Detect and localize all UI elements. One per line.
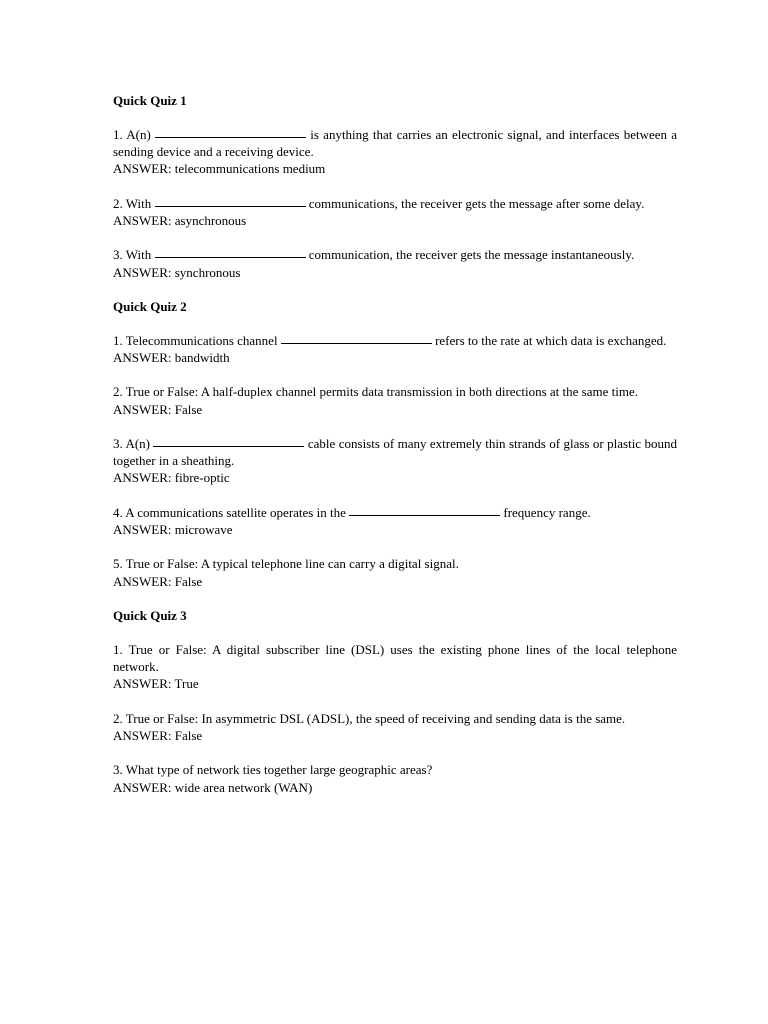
answer-blank — [155, 136, 306, 138]
quiz-item — [113, 195, 677, 230]
answer-text: ANSWER: wide area network (WAN) — [113, 779, 313, 795]
question-pre: 4. A communications satellite operates in the — [113, 504, 346, 520]
quiz-item — [113, 504, 677, 539]
answer-text: ANSWER: False — [113, 727, 203, 743]
answer-text: ANSWER: fibre-optic — [113, 470, 230, 486]
question-text — [113, 504, 677, 521]
question-text: 2. True or False: In asymmetric DSL (ADSL), the speed of receiving and sending data is the same. — [113, 710, 626, 726]
answer-text: ANSWER: asynchronous — [113, 212, 247, 228]
question-text — [113, 246, 677, 263]
quiz-item — [113, 641, 677, 693]
question-text — [113, 195, 677, 212]
answer-text: ANSWER: False — [113, 573, 203, 589]
question-post: cable consists of many extremely thin strands of glass or plastic bound together in a sheathing. — [113, 435, 678, 469]
question-post: communications, the receiver gets the message after some delay. — [308, 195, 645, 211]
answer-text: ANSWER: telecommunications medium — [113, 161, 326, 177]
quiz-heading: Quick Quiz 1 — [113, 93, 187, 108]
question-pre: 1. A(n) — [113, 126, 151, 142]
answer-blank — [349, 514, 500, 516]
quiz-section-2 — [113, 298, 677, 590]
question-post: frequency range. — [503, 504, 591, 520]
quiz-item — [113, 761, 677, 796]
question-post: communication, the receiver gets the message instantaneously. — [308, 247, 635, 263]
answer-text: ANSWER: synchronous — [113, 264, 241, 280]
quiz-section-3 — [113, 607, 677, 796]
question-pre: 2. With — [113, 195, 152, 211]
question-text: 5. True or False: A typical telephone line can carry a digital signal. — [113, 556, 459, 572]
question-pre: 3. A(n) — [113, 435, 151, 451]
answer-blank — [155, 256, 306, 258]
answer-text: ANSWER: False — [113, 401, 203, 417]
question-post: refers to the rate at which data is exchanged. — [435, 332, 667, 348]
question-text: 3. What type of network ties together large geographic areas? — [113, 762, 433, 778]
answer-blank — [153, 445, 304, 447]
quiz-item — [113, 126, 677, 178]
quiz-item — [113, 246, 677, 281]
quiz-item — [113, 383, 677, 418]
question-text: 2. True or False: A half-duplex channel permits data transmission in both directions at the same time. — [113, 384, 638, 400]
question-pre: 1. Telecommunications channel — [113, 332, 278, 348]
quiz-heading: Quick Quiz 3 — [113, 607, 187, 623]
answer-text: ANSWER: microwave — [113, 522, 233, 538]
quiz-section-1 — [113, 92, 677, 281]
question-post: is anything that carries an electronic signal, and interfaces between a sending device and a receiving device. — [113, 126, 678, 160]
question-text — [113, 435, 677, 470]
question-text: 1. True or False: A digital subscriber line (DSL) uses the existing phone lines of the local telephone network. — [113, 641, 677, 675]
question-text — [113, 126, 677, 161]
quiz-item — [113, 710, 677, 745]
question-text — [113, 332, 677, 349]
answer-blank — [281, 342, 432, 344]
question-pre: 3. With — [113, 247, 152, 263]
answer-text: ANSWER: True — [113, 676, 199, 692]
quiz-item — [113, 555, 677, 590]
quiz-item — [113, 435, 677, 487]
quiz-item — [113, 332, 677, 367]
answer-text: ANSWER: bandwidth — [113, 349, 230, 365]
answer-blank — [155, 205, 306, 207]
quiz-content — [113, 92, 677, 813]
quiz-heading: Quick Quiz 2 — [113, 298, 187, 314]
